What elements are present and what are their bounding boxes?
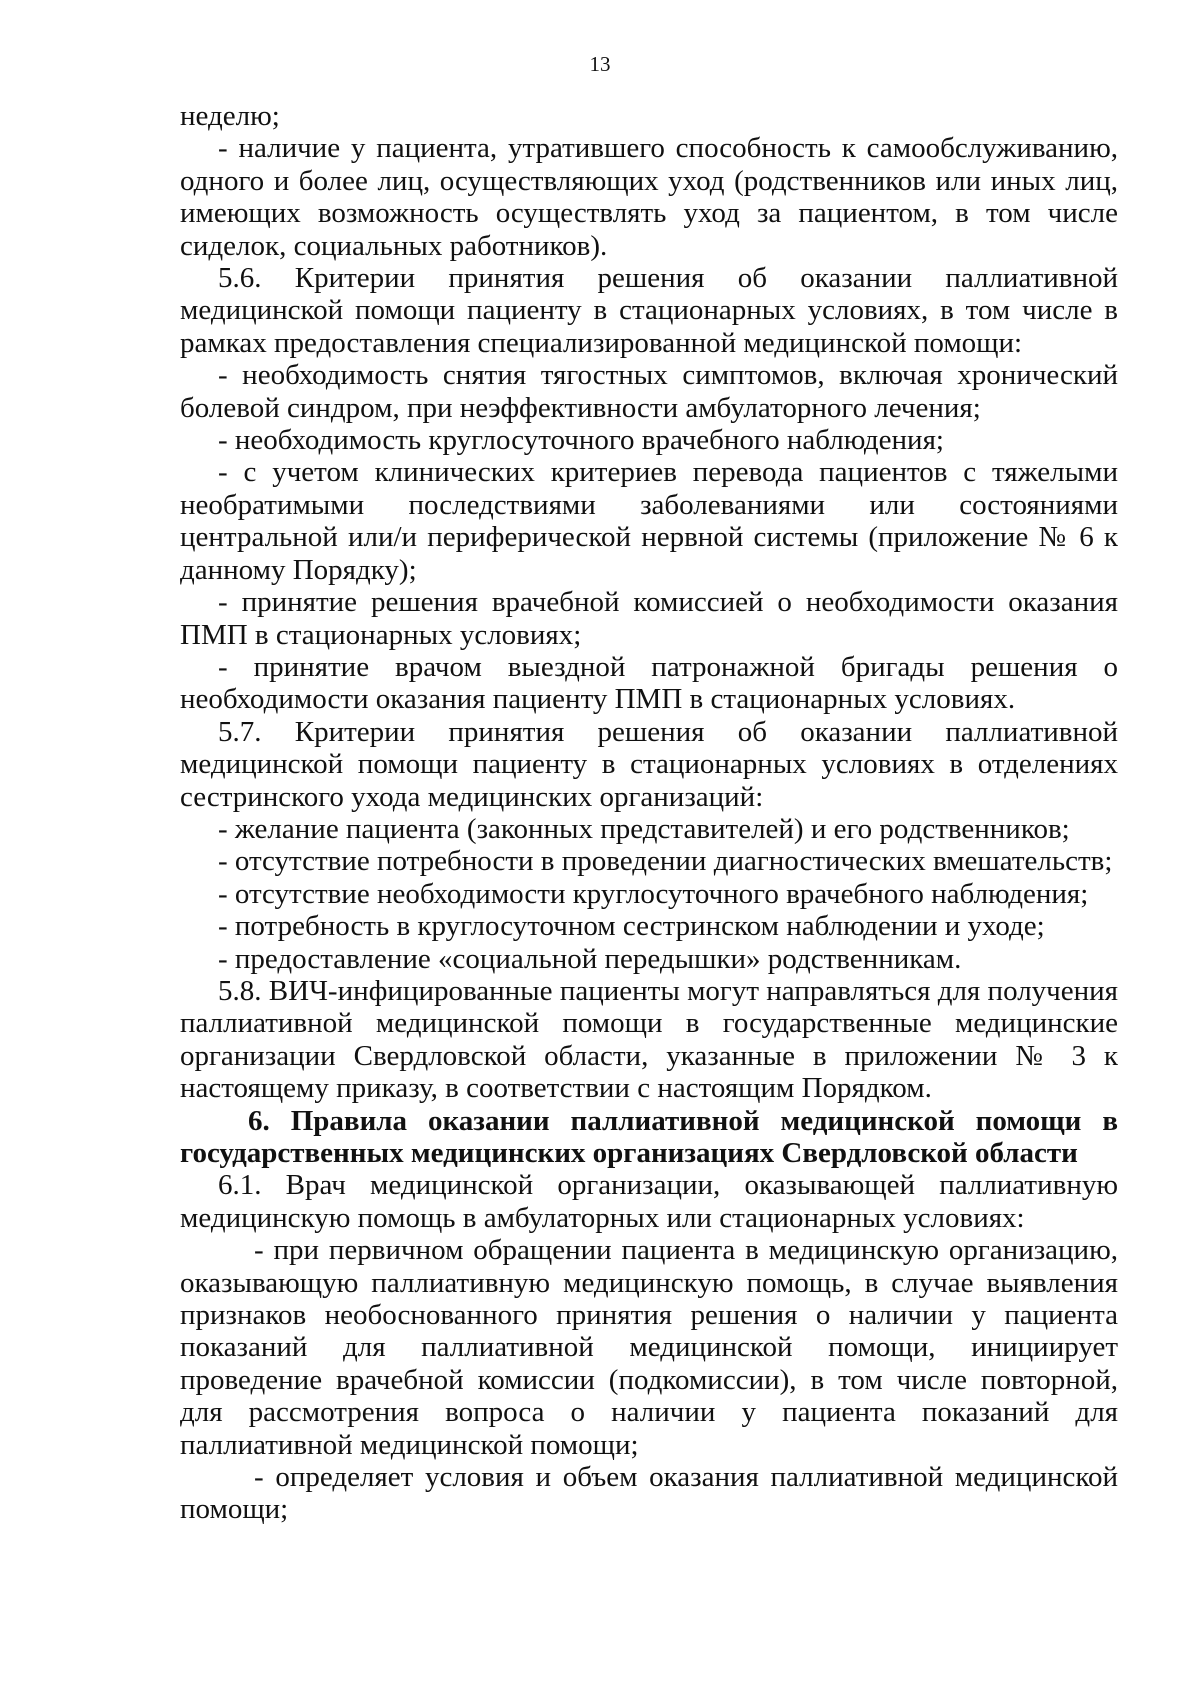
list-item-nursing-need: - потребность в круглосуточном сестринском наблюдении и уходе;	[218, 910, 1045, 943]
list-item-patient-wish: - желание пациента (законных представителей) и его родственников;	[218, 812, 1070, 845]
list-item-no-diagnostics: - отсутствие потребности в проведении диагностических вмешательств;	[218, 845, 1113, 878]
list-item-no-observation: - отсутствие необходимости круглосуточного врачебного наблюдения;	[218, 877, 1089, 910]
section-6-1: 6.1. Врач медицинской организации, оказывающей паллиативную медицинскую помощь в амбулаторных или стационарных условиях:	[180, 1169, 1118, 1234]
section-5-8: 5.8. ВИЧ-инфицированные пациенты могут направляться для получения паллиативной медицинской помощи в государственные медицинские организации Свердловской области, указанные в приложении № 3 к настоящему приказу, в соответствии с настоящим Порядком.	[180, 974, 1118, 1105]
list-item-first-visit: - при первичном обращении пациента в медицинскую организацию, оказывающую паллиативную медицинскую помощь, в случае выявления признаков необоснованного принятия решения о наличии у пациента показаний для паллиативной медицинской помощи, инициирует проведение врачебной комиссии (подкомиссии), в том числе повторной, для рассмотрения вопроса о наличии у пациента показаний для паллиативной медицинской помощи;	[180, 1234, 1118, 1461]
list-item-conditions: - определяет условия и объем оказания паллиативной медицинской помощи;	[180, 1461, 1118, 1526]
list-item-team-decision: - принятие врачом выездной патронажной бригады решения о необходимости оказания пациенту ПМП в стационарных условиях.	[180, 650, 1118, 716]
list-item-clinical-criteria: - с учетом клинических критериев перевода пациентов с тяжелыми необратимыми последствиями заболеваниями или состояниями центральной или/и периферической нервной системы (приложение № 6 к данному Порядку);	[180, 456, 1118, 586]
section-6-heading: 6. Правила оказании паллиативной медицинской помощи в государственных медицинских организациях Свердловской области	[180, 1104, 1118, 1169]
list-item-caregivers: - наличие у пациента, утратившего способность к самообслуживанию, одного и более лиц, осуществляющих уход (родственников или иных лиц, имеющих возможность осуществлять уход за пациентом, в том числе сиделок, социальных работников).	[180, 132, 1118, 262]
section-5-6: 5.6. Критерии принятия решения об оказании паллиативной медицинской помощи пациенту в стационарных условиях, в том числе в рамках предоставления специализированной медицинской помощи:	[180, 262, 1118, 359]
list-item-commission-decision: - принятие решения врачебной комиссией о необходимости оказания ПМП в стационарных условиях;	[180, 586, 1118, 651]
document-body	[180, 100, 1118, 1526]
section-5-7: 5.7. Критерии принятия решения об оказании паллиативной медицинской помощи пациенту в стационарных условиях в отделениях сестринского ухода медицинских организаций:	[180, 715, 1118, 813]
page-number: 13	[589, 52, 611, 76]
paragraph-continuation: неделю;	[180, 100, 280, 132]
list-item-observation: - необходимость круглосуточного врачебного наблюдения;	[218, 424, 944, 457]
list-item-symptoms: - необходимость снятия тягостных симптомов, включая хронический болевой синдром, при неэффективности амбулаторного лечения;	[180, 359, 1118, 424]
list-item-respite: - предоставление «социальной передышки» родственникам.	[218, 942, 962, 975]
